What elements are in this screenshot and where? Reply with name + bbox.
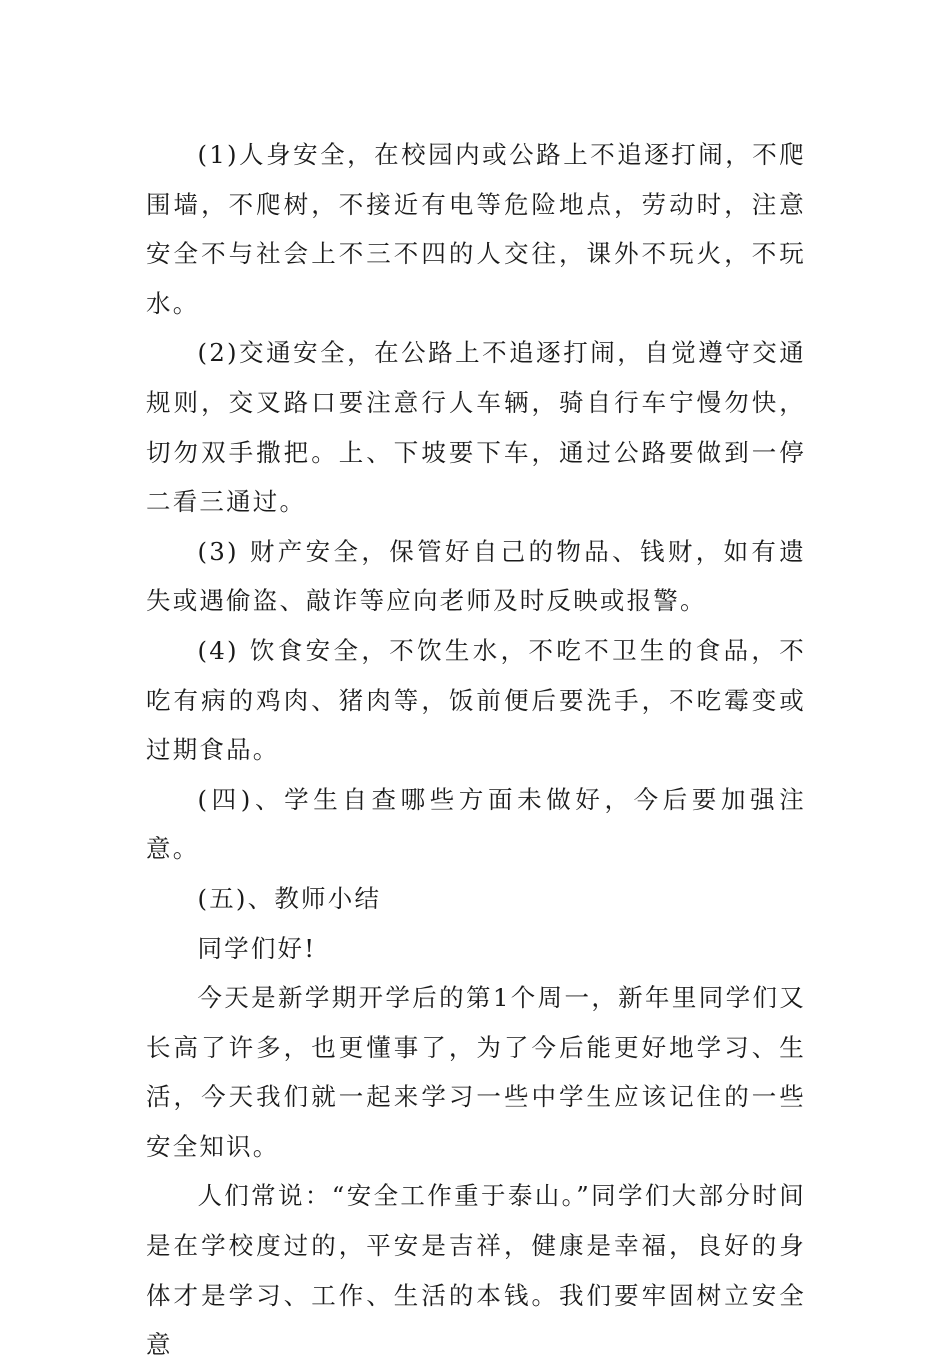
paragraph-teacher-summary: (五)、教师小结 (197, 883, 382, 913)
paragraph-self-check: (四)、学生自查哪些方面未做好，今后要加强注意。 (146, 784, 806, 864)
paragraph-food-safety: (4) 饮食安全，不饮生水，不吃不卫生的食品，不吃有病的鸡肉、猪肉等，饭前便后要洗手，不吃霉变或过期食品。 (146, 635, 806, 765)
paragraph-personal-safety: (1)人身安全，在校园内或公路上不追逐打闹，不爬围墙，不爬树，不接近有电等危险地点，劳动时，注意安全不与社会上不三不四的人交往，课外不玩火，不玩水。 (146, 140, 806, 318)
paragraph-intro: 今天是新学期开学后的第1个周一，新年里同学们又长高了许多，也更懂事了，为了今后能更好地学习、生活，今天我们就一起来学习一些中学生应该记住的一些安全知识。 (146, 983, 806, 1161)
document-body (146, 130, 806, 1370)
paragraph-safety-importance: 人们常说：“安全工作重于泰山。”同学们大部分时间是在学校度过的，平安是吉祥，健康是幸福，良好的身体才是学习、工作、生活的本钱。我们要牢固树立安全意 (146, 1181, 806, 1360)
paragraph-traffic-safety: (2)交通安全，在公路上不追逐打闹，自觉遵守交通规则，交叉路口要注意行人车辆，骑自行车宁慢勿快，切勿双手撒把。上、下坡要下车，通过公路要做到一停二看三通过。 (146, 338, 806, 517)
paragraph-greeting: 同学们好! (197, 933, 317, 963)
paragraph-property-safety: (3) 财产安全，保管好自己的物品、钱财，如有遗失或遇偷盗、敲诈等应向老师及时反映或报警。 (146, 536, 806, 616)
